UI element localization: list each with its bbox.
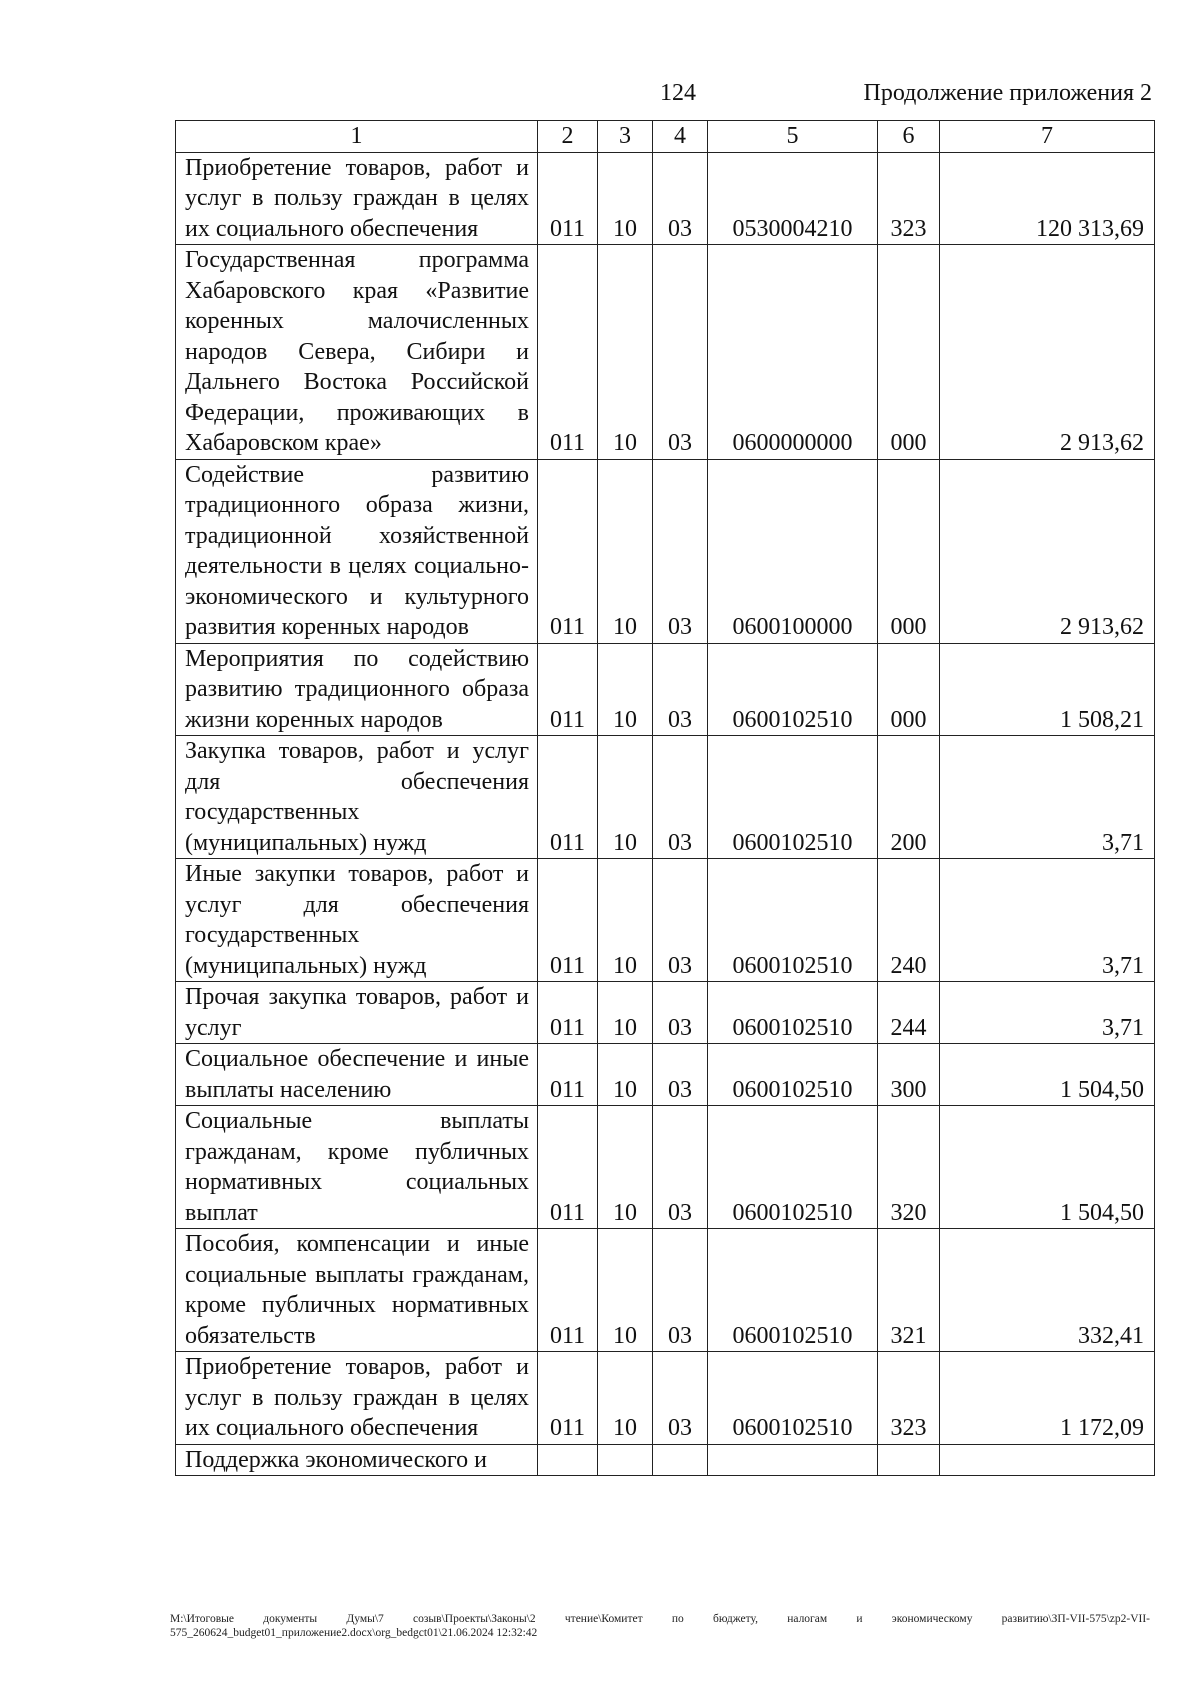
footer-file-path: M:\Итоговые документы Думы\7 созыв\Проекты\Законы\2 чтение\Комитет по бюджету, налогам и экономическому развитию\ЗП-VII-575\zp2-VII-575_260624_budget01_приложение2.docx\org_bedgct01\21.06.2024 12:32:42: [170, 1613, 1150, 1639]
amount-cell: 1 504,50: [940, 1044, 1155, 1106]
code-admin-cell: 011: [538, 459, 598, 643]
code-target-cell: 0600102510: [708, 1044, 878, 1106]
code-expense-type-cell: 244: [878, 982, 940, 1044]
code-expense-type-cell: 320: [878, 1106, 940, 1229]
code-target-cell: 0600102510: [708, 1352, 878, 1445]
code-section-cell: 10: [598, 1229, 653, 1352]
code-subsection-cell: 03: [653, 1044, 708, 1106]
table-row: [176, 245, 1155, 460]
code-admin-cell: 011: [538, 1044, 598, 1106]
code-subsection-cell: [653, 1444, 708, 1476]
amount-cell: 3,71: [940, 982, 1155, 1044]
code-expense-type-cell: 300: [878, 1044, 940, 1106]
code-target-cell: 0600102510: [708, 643, 878, 736]
budget-table: [175, 120, 1155, 1476]
code-subsection-cell: 03: [653, 982, 708, 1044]
code-subsection-cell: 03: [653, 1352, 708, 1445]
code-target-cell: 0600102510: [708, 1106, 878, 1229]
code-expense-type-cell: 321: [878, 1229, 940, 1352]
code-admin-cell: [538, 1444, 598, 1476]
code-section-cell: 10: [598, 982, 653, 1044]
item-name-cell: Социальное обеспечение и иные выплаты населению: [176, 1044, 538, 1106]
amount-cell: 3,71: [940, 859, 1155, 982]
code-admin-cell: 011: [538, 1352, 598, 1445]
column-header: 6: [878, 121, 940, 153]
table-row: [176, 1106, 1155, 1229]
code-expense-type-cell: [878, 1444, 940, 1476]
code-subsection-cell: 03: [653, 459, 708, 643]
item-name-cell: Приобретение товаров, работ и услуг в пользу граждан в целях их социального обеспечения: [176, 1352, 538, 1445]
column-header: 3: [598, 121, 653, 153]
code-admin-cell: 011: [538, 736, 598, 859]
code-expense-type-cell: 000: [878, 643, 940, 736]
column-header: 5: [708, 121, 878, 153]
column-header: 2: [538, 121, 598, 153]
column-header: 7: [940, 121, 1155, 153]
amount-cell: 1 504,50: [940, 1106, 1155, 1229]
item-name-cell: Социальные выплаты гражданам, кроме публичных нормативных социальных выплат: [176, 1106, 538, 1229]
code-subsection-cell: 03: [653, 736, 708, 859]
code-section-cell: 10: [598, 459, 653, 643]
code-section-cell: 10: [598, 245, 653, 460]
amount-cell: 1 172,09: [940, 1352, 1155, 1445]
table-row: [176, 982, 1155, 1044]
code-expense-type-cell: 000: [878, 245, 940, 460]
code-admin-cell: 011: [538, 859, 598, 982]
code-section-cell: 10: [598, 1044, 653, 1106]
amount-cell: 3,71: [940, 736, 1155, 859]
amount-cell: 120 313,69: [940, 152, 1155, 245]
table-row: [176, 459, 1155, 643]
code-section-cell: [598, 1444, 653, 1476]
code-subsection-cell: 03: [653, 1229, 708, 1352]
code-section-cell: 10: [598, 736, 653, 859]
item-name-cell: Мероприятия по содействию развитию традиционного образа жизни коренных народов: [176, 643, 538, 736]
page-number: 124: [660, 80, 696, 106]
amount-cell: 2 913,62: [940, 245, 1155, 460]
item-name-cell: Прочая закупка товаров, работ и услуг: [176, 982, 538, 1044]
code-target-cell: [708, 1444, 878, 1476]
table-row: [176, 736, 1155, 859]
code-expense-type-cell: 200: [878, 736, 940, 859]
amount-cell: 2 913,62: [940, 459, 1155, 643]
amount-cell: 1 508,21: [940, 643, 1155, 736]
table-row: [176, 1444, 1155, 1476]
item-name-cell: Содействие развитию традиционного образа жизни, традиционной хозяйственной деятельности в целях социально-экономического и культурного развития коренных народов: [176, 459, 538, 643]
table-row: [176, 643, 1155, 736]
code-expense-type-cell: 240: [878, 859, 940, 982]
code-expense-type-cell: 000: [878, 459, 940, 643]
item-name-cell: Приобретение товаров, работ и услуг в пользу граждан в целях их социального обеспечения: [176, 152, 538, 245]
continuation-title: Продолжение приложения 2: [863, 80, 1152, 106]
item-name-cell: Закупка товаров, работ и услуг для обеспечения государственных (муниципальных) нужд: [176, 736, 538, 859]
amount-cell: [940, 1444, 1155, 1476]
item-name-cell: Поддержка экономического и: [176, 1444, 538, 1476]
column-header: 1: [176, 121, 538, 153]
code-subsection-cell: 03: [653, 245, 708, 460]
item-name-cell: Государственная программа Хабаровского края «Развитие коренных малочисленных народов Севера, Сибири и Дальнего Востока Российской Федерации, проживающих в Хабаровском крае»: [176, 245, 538, 460]
code-target-cell: 0600102510: [708, 1229, 878, 1352]
code-target-cell: 0600000000: [708, 245, 878, 460]
code-subsection-cell: 03: [653, 1106, 708, 1229]
code-section-cell: 10: [598, 643, 653, 736]
code-subsection-cell: 03: [653, 859, 708, 982]
code-admin-cell: 011: [538, 643, 598, 736]
table-row: [176, 1229, 1155, 1352]
item-name-cell: Иные закупки товаров, работ и услуг для обеспечения государственных (муниципальных) нужд: [176, 859, 538, 982]
code-target-cell: 0600102510: [708, 736, 878, 859]
code-section-cell: 10: [598, 152, 653, 245]
code-admin-cell: 011: [538, 245, 598, 460]
code-section-cell: 10: [598, 1106, 653, 1229]
code-admin-cell: 011: [538, 1106, 598, 1229]
table-row: [176, 1352, 1155, 1445]
code-admin-cell: 011: [538, 982, 598, 1044]
amount-cell: 332,41: [940, 1229, 1155, 1352]
code-section-cell: 10: [598, 859, 653, 982]
code-subsection-cell: 03: [653, 152, 708, 245]
code-target-cell: 0600102510: [708, 982, 878, 1044]
code-section-cell: 10: [598, 1352, 653, 1445]
code-subsection-cell: 03: [653, 643, 708, 736]
item-name-cell: Пособия, компенсации и иные социальные выплаты гражданам, кроме публичных нормативных обязательств: [176, 1229, 538, 1352]
code-target-cell: 0600100000: [708, 459, 878, 643]
table-row: [176, 1044, 1155, 1106]
code-admin-cell: 011: [538, 152, 598, 245]
table-header-row: [176, 121, 1155, 153]
code-admin-cell: 011: [538, 1229, 598, 1352]
code-target-cell: 0530004210: [708, 152, 878, 245]
code-target-cell: 0600102510: [708, 859, 878, 982]
table-row: [176, 859, 1155, 982]
table-body: [176, 121, 1155, 1476]
code-expense-type-cell: 323: [878, 152, 940, 245]
column-header: 4: [653, 121, 708, 153]
table-row: [176, 152, 1155, 245]
code-expense-type-cell: 323: [878, 1352, 940, 1445]
